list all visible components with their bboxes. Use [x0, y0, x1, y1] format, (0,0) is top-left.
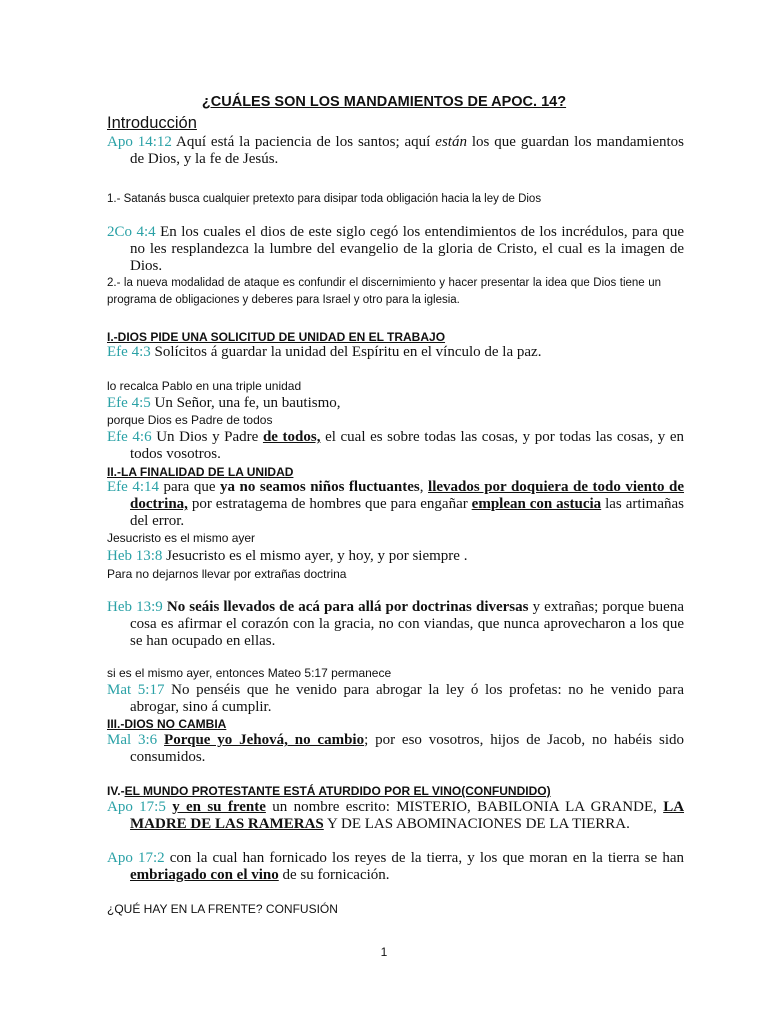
verse-reference: 2Co 4:4: [107, 224, 156, 240]
page-number: 1: [380, 945, 388, 959]
heading-prefix: IV.-: [107, 784, 125, 798]
section-heading-2: II.-LA FINALIDAD DE LA UNIDAD: [107, 465, 294, 479]
verse-heb-13-9: [107, 599, 684, 650]
verse-efe-4-3: [107, 344, 684, 361]
verse-text: con la cual han fornicado los reyes de la tierra, y los que moran en la tierra se han: [164, 850, 685, 866]
verse-mal-3-6: [107, 732, 684, 766]
verse-emphasis: embriagado con el vino: [130, 867, 279, 883]
verse-efe-4-6: [107, 429, 684, 463]
verse-text: para que: [159, 479, 221, 495]
verse-emphasis: No seáis llevados de acá para allá por doctrinas diversas: [162, 599, 529, 615]
verse-reference: Apo 17:2: [107, 850, 165, 866]
verse-text: ,: [419, 479, 429, 495]
verse-text: un nombre escrito: MISTERIO, BABILONIA LA GRANDE,: [265, 799, 664, 815]
verse-mat-5-17: [107, 682, 684, 716]
verse-apo-14-12: [107, 134, 684, 168]
verse-emphasis: LA MADRE DE LAS RAMERAS: [130, 799, 685, 832]
note-2: 2.- la nueva modalidad de ataque es confundir el discernimiento y hacer presentar la idea que Dios tiene un programa de obligaciones y deberes para Israel y otro para la iglesia.: [107, 277, 661, 306]
note-7: si es el mismo ayer, entonces Mateo 5:17 permanece: [107, 666, 392, 680]
section-heading-3: III.-DIOS NO CAMBIA: [107, 717, 227, 731]
verse-apo-17-2: [107, 850, 684, 884]
note-8: ¿QUÉ HAY EN LA FRENTE? CONFUSIÓN: [107, 902, 338, 916]
verse-text: Un Señor, una fe, un bautismo,: [150, 395, 341, 411]
verse-text: los que guardan los mandamientos de Dios, y la fe de Jesús.: [130, 134, 684, 167]
verse-text: de su fornicación.: [278, 867, 390, 883]
verse-text: En los cuales el dios de este siglo cegó los entendimientos de los incrédulos, para que no les resplandezca la lumbre del evangelio de la gloria de Cristo, el cual es la imagen de Dios.: [130, 224, 684, 274]
verse-text: Aquí está la paciencia de los santos; aquí: [171, 134, 436, 150]
verse-2co-4-4: [107, 224, 684, 275]
verse-emphasis: están: [435, 134, 467, 150]
section-heading-4: [107, 784, 661, 798]
note-4: porque Dios es Padre de todos: [107, 413, 273, 427]
note-5: Jesucristo es el mismo ayer: [107, 531, 256, 545]
verse-reference: Mal 3:6: [107, 732, 158, 748]
verse-emphasis: ya no seamos niños fluctuantes: [220, 479, 420, 495]
verse-text: Y DE LAS ABOMINACIONES DE LA TIERRA.: [323, 816, 630, 832]
note-6: Para no dejarnos llevar por extrañas doctrina: [107, 567, 347, 581]
verse-reference: Efe 4:6: [107, 429, 152, 445]
verse-heb-13-8: [107, 548, 684, 565]
verse-emphasis: y en su frente: [172, 799, 266, 815]
verse-emphasis: de todos,: [262, 429, 321, 445]
verse-text: Un Dios y Padre: [151, 429, 263, 445]
verse-apo-17-5: [107, 799, 684, 833]
verse-efe-4-14: [107, 479, 684, 530]
verse-reference: Efe 4:5: [107, 395, 151, 411]
verse-text: Jesucristo es el mismo ayer, y hoy, y por siempre .: [162, 548, 468, 564]
verse-emphasis: emplean con astucia: [471, 496, 602, 512]
document-title: ¿CUÁLES SON LOS MANDAMIENTOS DE APOC. 14?: [201, 94, 567, 110]
verse-text: Solícitos á guardar la unidad del Espíritu en el vínculo de la paz.: [150, 344, 542, 360]
verse-emphasis: llevados por doquiera de todo viento de doctrina,: [130, 479, 685, 512]
verse-efe-4-5: [107, 395, 684, 412]
verse-reference: Efe 4:3: [107, 344, 151, 360]
verse-text: las artimañas del error.: [130, 496, 684, 529]
verse-text: el cual es sobre todas las cosas, y por todas las cosas, y en todos vosotros.: [130, 429, 684, 462]
verse-reference: Heb 13:8: [107, 548, 163, 564]
note-1: 1.- Satanás busca cualquier pretexto para disipar toda obligación hacia la ley de Dios: [107, 193, 542, 205]
verse-reference: Apo 17:5: [107, 799, 166, 815]
verse-reference: Efe 4:14: [107, 479, 159, 495]
section-heading-1: I.-DIOS PIDE UNA SOLICITUD DE UNIDAD EN EL TRABAJO: [107, 330, 446, 344]
intro-heading: Introducción: [107, 114, 197, 132]
verse-text: y extrañas; porque buena cosa es afirmar el corazón con la gracia, no con viandas, que nunca aprovecharon a los que se han ocupado en ellas.: [130, 599, 684, 649]
verse-emphasis: Porque yo Jehová, no cambio: [164, 732, 365, 748]
heading-text: EL MUNDO PROTESTANTE ESTÁ ATURDIDO POR EL VINO(CONFUNDIDO): [124, 784, 551, 798]
verse-reference: Mat 5:17: [107, 682, 165, 698]
verse-text: por estratagema de hombres que para engañar: [187, 496, 472, 512]
verse-text: ; por eso vosotros, hijos de Jacob, no habéis sido consumidos.: [130, 732, 684, 765]
verse-text: No penséis que he venido para abrogar la ley ó los profetas: no he venido para abrogar, sino á cumplir.: [130, 682, 684, 715]
note-3: lo recalca Pablo en una triple unidad: [107, 379, 302, 393]
verse-reference: Apo 14:12: [107, 134, 172, 150]
verse-reference: Heb 13:9: [107, 599, 163, 615]
